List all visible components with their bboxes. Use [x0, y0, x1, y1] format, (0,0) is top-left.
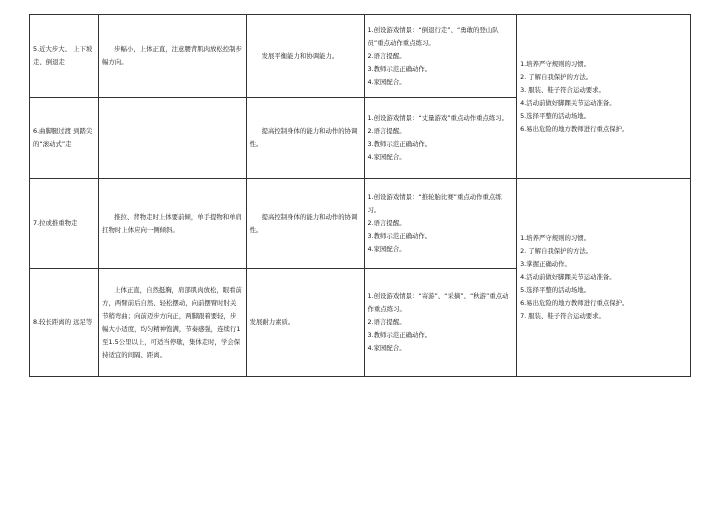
list-item: 1.培养严守规则的习惯。 [520, 234, 591, 242]
list-item: 1.培养严守规则的习惯。 [520, 59, 591, 68]
content-cell [30, 269, 99, 377]
list-item: 5.选择平整的活动场地。 [520, 111, 591, 120]
list-item: 1.创设游戏情景：“寄游”、“采摘”、“秋游”重点动作重点练习。 [367, 292, 509, 313]
notes-list [520, 232, 687, 323]
list-item: 7. 服装、鞋子符合运动要求。 [520, 312, 605, 320]
methods-list [368, 290, 514, 355]
goal-cell [246, 98, 364, 179]
list-item: 3.掌握正确动作。 [520, 260, 571, 268]
list-item: 3.教师示范正确动作。 [367, 140, 432, 148]
methods-list [368, 112, 514, 164]
list-item: 4.家园配合。 [367, 344, 406, 352]
list-item: 2.语言提醒。 [367, 127, 406, 135]
list-item: 3. 服装、鞋子符合运动要求。 [520, 85, 605, 94]
requirements-text: 步幅小，上体正直，注意腰背肌肉放松控制步幅方向。 [102, 45, 242, 66]
requirements-cell [99, 179, 246, 269]
list-item: 3.教师示范正确动作。 [367, 64, 432, 73]
list-item: 6.易出危险的地方教师进行重点保护。 [520, 299, 629, 307]
list-item: 2. 了解自我保护的方法。 [520, 72, 593, 81]
table-row [30, 179, 691, 269]
list-item: 6.易出危险的地方教师进行重点保护。 [520, 124, 629, 133]
list-item: 2.语言提醒。 [367, 219, 406, 227]
list-item: 3.教师示范正确动作。 [367, 232, 432, 240]
list-item: 4.活动前做好脚踝关节运动准备。 [520, 273, 616, 281]
goal-cell [246, 179, 364, 269]
content-text: 7.拉或推重物走 [33, 219, 78, 227]
list-item: 4.家园配合。 [367, 77, 406, 86]
content-text: 6.曲脚腿过渡 到踏尖的“滚动式”走 [33, 127, 93, 148]
requirements-text: 上体正直，自然挺胸，肩部肌肉放松，眼看前方，两臂前后自然、轻松摆动，向前摆臂时肘关节稍弯曲；向前迈步方向正，两脚跟着要轻，步幅大小适度，均匀精神饱满，节奏感强，连续行1至1.5公里以上，可适当停歇，集体走时，学会保持适宜的间隔、距离。 [102, 285, 242, 359]
methods-cell [364, 269, 517, 377]
methods-list [368, 24, 514, 89]
list-item: 2.语言提醒。 [367, 318, 406, 326]
methods-cell [364, 15, 517, 98]
requirements-text: 推拉、背物走时上体要前倾，单手提物和单肩扛物时上体应向一侧倾斜。 [102, 212, 242, 234]
list-item: 2.语言提醒。 [367, 51, 406, 60]
list-item: 4.活动前做好脚踝关节运动准备。 [520, 98, 616, 107]
list-item: 3.教师示范正确动作。 [367, 331, 432, 339]
lesson-plan-table [29, 14, 691, 377]
list-item: 1.创设游戏情景：“倒退行走”、“勇敢的登山队员”重点动作重点练习。 [367, 25, 499, 47]
notes-cell [517, 15, 691, 179]
list-item: 5.选择平整的活动场地。 [520, 286, 591, 294]
methods-cell [364, 98, 517, 179]
requirements-cell [99, 98, 246, 179]
methods-list [368, 191, 514, 256]
goal-text: 提高控制身体的能力和动作的协调性。 [249, 212, 358, 234]
list-item: 4.家园配合。 [367, 245, 406, 253]
goal-cell [246, 269, 364, 377]
content-text: 5.近大步大、 上下坡走、倒退走 [33, 45, 93, 66]
goal-text: 提高控制身体的能力和动作的协调性。 [249, 127, 358, 148]
requirements-cell [99, 269, 246, 377]
list-item: 1.创设游戏情景：“丈量游戏”重点动作重点练习。 [367, 114, 509, 122]
content-cell [30, 179, 99, 269]
notes-list [520, 58, 687, 136]
list-item: 1.创设游戏情景：“推轮胎比赛”重点动作重点练习。 [367, 193, 502, 214]
goal-text: 发展耐力素质。 [249, 318, 295, 326]
content-text: 8.较长距离的 远足等 [33, 318, 93, 326]
content-cell [30, 98, 99, 179]
table-row [30, 15, 691, 98]
goal-text: 发展平衡能力和协调能力。 [261, 51, 339, 60]
notes-cell [517, 179, 691, 377]
list-item: 4.家园配合。 [367, 153, 406, 161]
requirements-cell [99, 15, 246, 98]
content-cell [30, 15, 99, 98]
list-item: 2. 了解自我保护的方法。 [520, 247, 593, 255]
goal-cell [246, 15, 364, 98]
methods-cell [364, 179, 517, 269]
